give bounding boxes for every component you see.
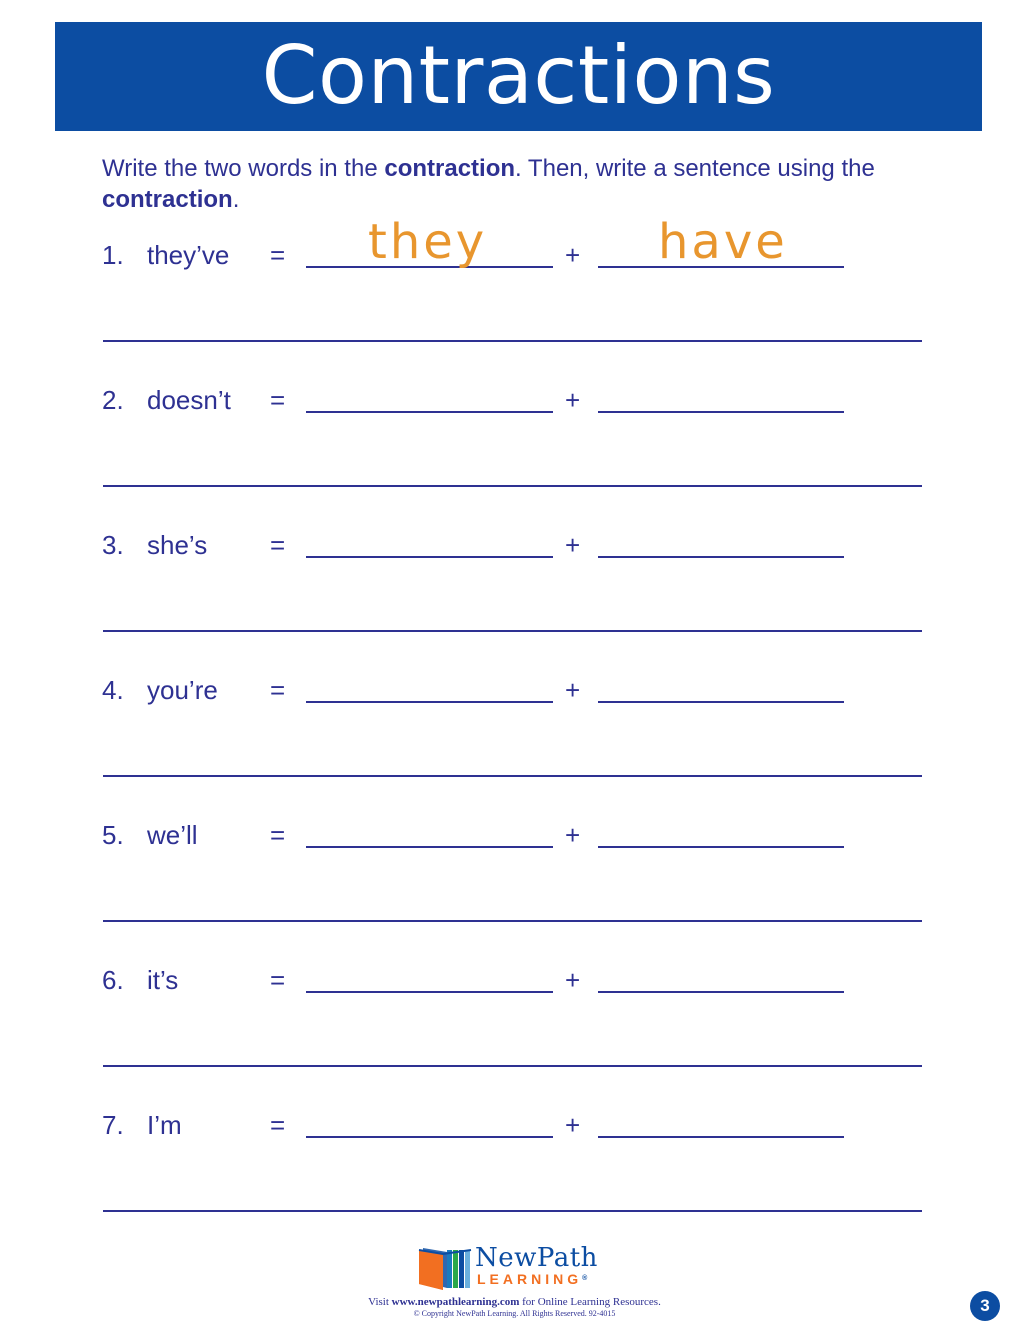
second-word-blank[interactable] xyxy=(598,1136,844,1138)
logo-learning-word: LEARNING xyxy=(477,1271,583,1287)
instructions-text-3: . xyxy=(232,186,240,213)
instructions-text-1: Write the two words in the xyxy=(102,155,385,182)
second-word-blank[interactable] xyxy=(598,411,844,413)
registered-mark: ® xyxy=(582,1275,588,1282)
sentence-line[interactable] xyxy=(103,775,922,777)
sentence-line[interactable] xyxy=(103,920,922,922)
instructions-bold-1: contraction xyxy=(384,155,516,182)
equals-sign: = xyxy=(270,675,286,705)
item-number: 7. xyxy=(102,1110,124,1140)
exercise-item-3 xyxy=(0,530,1029,640)
contraction-word: she’s xyxy=(147,530,208,560)
item-number: 6. xyxy=(102,965,124,995)
item-number: 4. xyxy=(102,675,124,705)
website-link[interactable]: www.newpathlearning.com xyxy=(391,1296,520,1308)
equals-sign: = xyxy=(270,965,286,995)
copyright-text: © Copyright NewPath Learning. All Rights Reserved. 92-4015 xyxy=(413,1309,616,1318)
item-number: 1. xyxy=(102,240,124,270)
contraction-word: you’re xyxy=(147,675,218,705)
equals-sign: = xyxy=(270,385,286,415)
visit-text xyxy=(0,1296,1029,1309)
contraction-word: doesn’t xyxy=(147,385,231,415)
equals-sign: = xyxy=(270,530,286,560)
first-word-blank[interactable] xyxy=(306,556,553,558)
equals-sign: = xyxy=(270,820,286,850)
page-title: Contractions xyxy=(261,28,776,122)
sentence-line[interactable] xyxy=(103,1065,922,1067)
sentence-line[interactable] xyxy=(103,340,922,342)
second-word-blank[interactable] xyxy=(598,991,844,993)
second-word-blank[interactable] xyxy=(598,846,844,848)
contraction-word: they’ve xyxy=(147,240,230,270)
instructions-bold-2: contraction xyxy=(102,186,233,213)
visit-prefix: Visit xyxy=(368,1296,392,1308)
item-number: 5. xyxy=(102,820,124,850)
sentence-line[interactable] xyxy=(103,485,922,487)
logo-text-learning xyxy=(477,1271,587,1287)
sentence-line[interactable] xyxy=(103,1210,922,1212)
exercise-item-6 xyxy=(0,965,1029,1075)
item-number: 2. xyxy=(102,385,124,415)
plus-sign: + xyxy=(565,530,581,560)
plus-sign: + xyxy=(565,675,581,705)
instructions-text-2: . Then, write a sentence using the xyxy=(515,155,875,182)
second-word-blank[interactable] xyxy=(598,701,844,703)
visit-suffix: for Online Learning Resources. xyxy=(519,1296,661,1308)
exercise-item-2 xyxy=(0,385,1029,495)
first-word-blank[interactable] xyxy=(306,411,553,413)
page-number-badge: 3 xyxy=(970,1291,1000,1321)
instructions xyxy=(102,153,942,215)
contraction-word: I’m xyxy=(147,1110,182,1140)
exercise-item-7 xyxy=(0,1110,1029,1220)
sentence-line[interactable] xyxy=(103,630,922,632)
exercise-item-5 xyxy=(0,820,1029,930)
plus-sign: + xyxy=(565,1110,581,1140)
book-logo-icon xyxy=(417,1246,473,1292)
first-word-answer: they xyxy=(368,214,488,270)
first-word-blank[interactable] xyxy=(306,1136,553,1138)
plus-sign: + xyxy=(565,965,581,995)
item-number: 3. xyxy=(102,530,124,560)
first-word-blank[interactable] xyxy=(306,701,553,703)
logo-text-newpath: NewPath xyxy=(475,1243,598,1273)
exercise-item-1 xyxy=(0,214,1029,350)
newpath-logo xyxy=(417,1244,617,1292)
plus-sign: + xyxy=(565,385,581,415)
first-word-blank[interactable] xyxy=(306,991,553,993)
first-word-blank[interactable] xyxy=(306,214,553,270)
plus-sign: + xyxy=(565,240,581,270)
equals-sign: = xyxy=(270,1110,286,1140)
plus-sign: + xyxy=(565,820,581,850)
second-word-answer: have xyxy=(658,214,788,270)
exercise-item-4 xyxy=(0,675,1029,785)
equals-sign: = xyxy=(270,240,286,270)
first-word-blank[interactable] xyxy=(306,846,553,848)
title-banner xyxy=(55,22,982,131)
second-word-blank[interactable] xyxy=(598,214,844,270)
second-word-blank[interactable] xyxy=(598,556,844,558)
contraction-word: we’ll xyxy=(147,820,198,850)
contraction-word: it’s xyxy=(147,965,179,995)
